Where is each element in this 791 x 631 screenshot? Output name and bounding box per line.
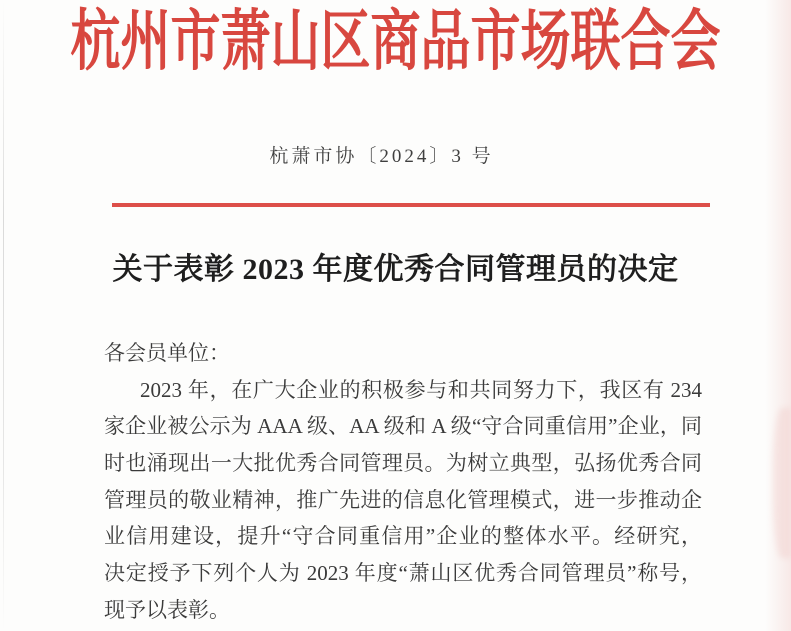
scan-artifact-pink-blob — [773, 408, 791, 558]
paragraph-line: 现予以表彰。 — [104, 597, 230, 622]
document-body — [104, 335, 702, 629]
document-number: 杭萧市协〔2024〕3 号 — [269, 146, 494, 167]
document-title: 关于表彰 2023 年度优秀合同管理员的决定 — [112, 253, 679, 286]
paragraph-line: 2023 年，在广大企业的积极参与和共同努力下，我区有 234 — [140, 377, 702, 402]
scan-artifact-left-edge — [3, 0, 4, 631]
paragraph-line: 决定授予下列个人为 2023 年度“萧山区优秀合同管理员”称号， — [104, 561, 702, 586]
org-name-letterhead: 杭州市萧山区商品市场联合会 — [70, 4, 721, 78]
red-divider-line — [112, 203, 710, 207]
salutation-line: 各会员单位： — [104, 341, 230, 365]
paragraph-line: 管理员的敬业精神，推广先进的信息化管理模式，进一步推动企 — [104, 487, 702, 512]
paragraph-line: 业信用建设，提升“守合同重信用”企业的整体水平。经研究， — [104, 524, 702, 549]
paragraph-line: 家企业被公示为 AAA 级、AA 级和 A 级“守合同重信用”企业，同 — [104, 414, 702, 439]
paragraph-line: 时也涌现出一大批优秀合同管理员。为树立典型，弘扬优秀合同 — [104, 451, 702, 476]
